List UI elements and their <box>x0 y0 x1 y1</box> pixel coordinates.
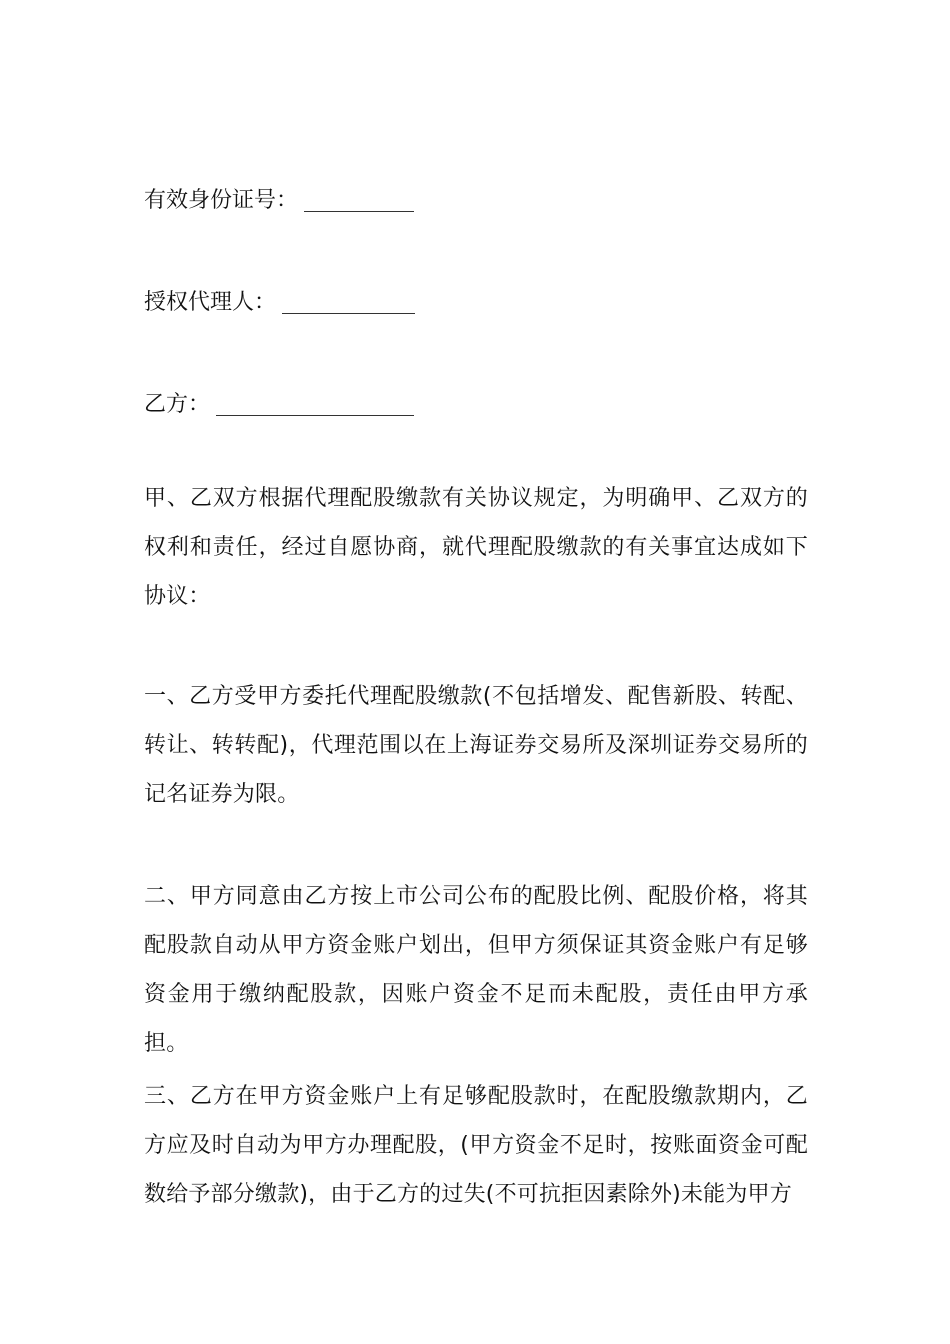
party-b-label: 乙方： <box>144 392 211 417</box>
clause-2-paragraph: 二、甲方同意由乙方按上市公司公布的配股比例、配股价格，将其配股款自动从甲方资金账户划出，但甲方须保证其资金账户有足够资金用于缴纳配股款，因账户资金不足而未配股，责任由甲方承担。 <box>144 884 808 1056</box>
party-b-blank[interactable] <box>216 391 414 416</box>
id-number-field <box>144 176 414 216</box>
clause-3-paragraph: 三、乙方在甲方资金账户上有足够配股款时，在配股缴款期内，乙方应及时自动为甲方办理配股，(甲方资金不足时，按账面资金可配数给予部分缴款)，由于乙方的过失(不可抗拒因素除外)未能为甲方 <box>144 1084 808 1207</box>
agent-blank[interactable] <box>282 289 415 314</box>
agent-field <box>144 278 415 318</box>
party-b-field <box>144 380 414 420</box>
id-number-blank[interactable] <box>304 187 414 212</box>
id-number-label: 有效身份证号： <box>144 188 299 213</box>
agent-label: 授权代理人： <box>144 290 277 315</box>
intro-paragraph: 甲、乙双方根据代理配股缴款有关协议规定，为明确甲、乙双方的权利和责任，经过自愿协商，就代理配股缴款的有关事宜达成如下协议： <box>144 486 808 609</box>
clause-1-paragraph: 一、乙方受甲方委托代理配股缴款(不包括增发、配售新股、转配、转让、转转配)，代理范围以在上海证券交易所及深圳证券交易所的记名证券为限。 <box>144 684 808 807</box>
